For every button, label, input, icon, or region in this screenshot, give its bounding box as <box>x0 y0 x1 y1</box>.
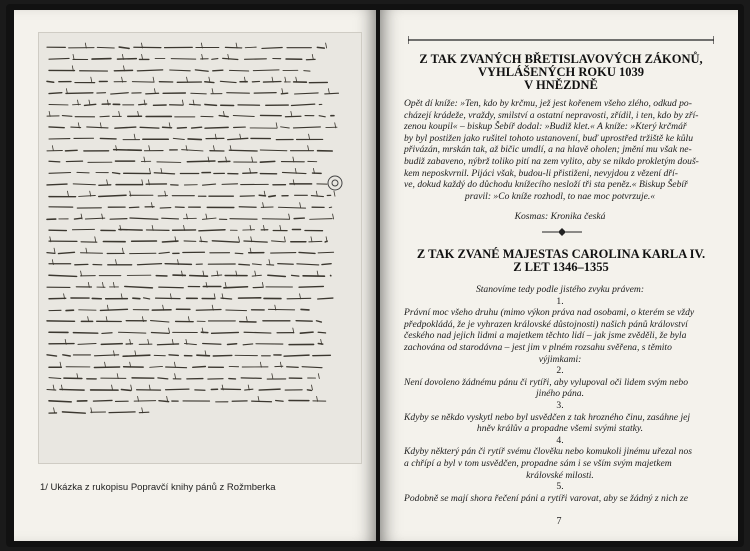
handwriting-stroke <box>301 309 309 310</box>
handwriting-stroke <box>203 184 216 185</box>
handwriting-stroke <box>49 127 64 128</box>
handwriting-stroke <box>149 146 150 151</box>
handwriting-stroke <box>169 355 178 356</box>
handwriting-stroke <box>146 93 159 94</box>
handwriting-stroke <box>65 150 77 151</box>
handwriting-stroke <box>223 58 238 59</box>
handwriting-stroke <box>282 89 283 94</box>
intro-line: Stanovíme tedy podle jistého zvyku právem: <box>475 284 645 295</box>
handwriting-stroke <box>95 237 96 242</box>
article-number: 5. <box>556 481 564 493</box>
handwriting-stroke <box>285 77 286 82</box>
handwriting-stroke <box>328 89 329 94</box>
manuscript-image <box>38 32 362 464</box>
handwriting-stroke <box>213 146 214 151</box>
handwriting-stroke <box>49 58 69 59</box>
handwriting-stroke <box>49 93 62 94</box>
handwriting-stroke <box>94 355 118 356</box>
handwriting-stroke <box>228 344 237 345</box>
handwriting-stroke <box>318 252 333 253</box>
handwriting-stroke <box>289 214 290 219</box>
book-spread <box>6 4 744 547</box>
article-number: 3. <box>556 399 564 411</box>
handwriting-stroke <box>49 378 61 379</box>
handwriting-stroke <box>225 282 226 287</box>
heading-majestas-carolina: Z TAK ZVANÉ MAJESTAS CAROLINA KARLA IV. Z LET 1346–1355 <box>416 247 706 274</box>
handwriting-stroke <box>309 134 310 139</box>
handwriting-stroke <box>244 241 267 242</box>
handwriting-stroke <box>271 253 296 254</box>
handwriting-stroke <box>213 355 232 356</box>
handwriting-stroke <box>153 77 154 82</box>
handwriting-stroke <box>326 43 327 48</box>
handwriting-stroke <box>287 298 311 299</box>
handwriting-stroke <box>177 128 186 129</box>
handwriting-stroke <box>114 150 142 151</box>
heading-bretislav-laws: Z TAK ZVANÝCH BŘETISLAVOVÝCH ZÁKONŮ, VYHLÁŠENÝCH ROKU 1039 V HNĚZDNĚ <box>419 52 703 92</box>
stamp-mark <box>328 176 342 190</box>
handwriting-stroke <box>228 138 248 139</box>
handwriting-stroke <box>53 385 54 390</box>
handwriting-stroke <box>49 173 71 174</box>
handwriting-stroke <box>299 286 323 287</box>
handwriting-stroke <box>105 362 106 367</box>
handwriting-stroke <box>311 385 312 390</box>
handwriting-stroke <box>109 412 135 413</box>
handwriting-stroke <box>333 214 334 219</box>
handwriting-stroke <box>52 146 53 151</box>
handwriting-stroke <box>58 252 74 253</box>
handwriting-stroke <box>151 321 169 322</box>
handwriting-stroke <box>144 298 150 299</box>
handwriting-stroke <box>137 70 162 71</box>
handwriting-stroke <box>49 161 60 162</box>
handwriting-stroke <box>85 218 104 219</box>
handwriting-stroke <box>100 116 109 117</box>
handwriting-stroke <box>157 162 181 163</box>
handwriting-stroke <box>268 275 285 276</box>
handwriting-stroke <box>193 367 206 368</box>
handwriting-stroke <box>278 207 305 208</box>
handwriting-stroke <box>226 310 247 311</box>
handwriting-stroke <box>300 332 313 333</box>
handwriting-stroke <box>89 100 90 105</box>
handwriting-stroke <box>252 157 253 162</box>
handwriting-stroke <box>212 275 222 276</box>
handwriting-stroke <box>74 218 81 219</box>
handwriting-stroke <box>294 218 304 219</box>
handwriting-stroke <box>311 237 312 242</box>
handwriting-stroke <box>259 195 265 196</box>
handwriting-stroke <box>49 275 77 276</box>
handwriting-stroke <box>92 59 111 60</box>
handwriting-stroke <box>212 241 239 242</box>
handwriting-stroke <box>243 344 253 345</box>
handwriting-stroke <box>229 70 248 71</box>
handwriting-stroke <box>206 214 207 219</box>
handwriting-stroke <box>149 385 150 390</box>
article-number: 4. <box>556 434 564 446</box>
handwriting-stroke <box>134 401 155 402</box>
handwriting-stroke <box>102 282 103 287</box>
handwriting-stroke <box>282 172 305 173</box>
handwriting-stroke <box>192 127 202 128</box>
handwriting-stroke <box>272 241 285 242</box>
handwriting-stroke <box>66 93 93 94</box>
handwriting-stroke <box>73 184 95 185</box>
handwriting-stroke <box>318 298 333 299</box>
handwriting-stroke <box>159 252 169 253</box>
handwriting-stroke <box>243 173 257 174</box>
handwriting-stroke <box>203 344 221 345</box>
handwriting-stroke <box>151 333 169 334</box>
handwriting-stroke <box>150 366 163 367</box>
left-page <box>14 10 376 541</box>
handwriting-stroke <box>221 298 232 299</box>
article-number: 1. <box>556 295 564 307</box>
handwriting-stroke <box>258 396 259 401</box>
handwriting-stroke <box>225 47 241 48</box>
handwriting-stroke <box>245 59 267 60</box>
handwriting-stroke <box>113 173 120 174</box>
handwriting-stroke <box>291 104 314 105</box>
handwriting-stroke <box>220 81 236 82</box>
handwriting-stroke <box>149 168 150 173</box>
handwriting-stroke <box>119 111 120 116</box>
handwriting-stroke <box>112 385 113 390</box>
handwriting-stroke <box>121 390 130 391</box>
handwriting-stroke <box>166 367 187 368</box>
handwriting-stroke <box>118 332 145 333</box>
handwriting-stroke <box>224 287 248 288</box>
handwriting-stroke <box>173 138 184 139</box>
handwriting-stroke <box>203 271 204 276</box>
handwriting-stroke <box>205 127 228 128</box>
handwriting-stroke <box>202 218 216 219</box>
handwriting-stroke <box>295 93 319 94</box>
handwriting-stroke <box>284 237 285 242</box>
handwriting-stroke <box>285 116 300 117</box>
handwriting-stroke <box>284 355 309 356</box>
top-ornament-rule <box>408 36 714 44</box>
handwriting-stroke <box>262 47 282 48</box>
handwriting-stroke <box>292 275 299 276</box>
handwriting-stroke <box>318 332 325 333</box>
figure-caption: 1/ Ukázka z rukopisu Popravčí knihy pánů z Rožmberka <box>40 482 276 493</box>
handwriting-stroke <box>317 271 318 276</box>
handwriting-stroke <box>187 161 215 162</box>
handwriting-stroke <box>334 191 335 196</box>
handwriting-stroke <box>97 47 114 48</box>
handwriting-stroke <box>117 59 136 60</box>
handwriting-stroke <box>307 390 311 391</box>
handwriting-stroke <box>182 100 183 105</box>
handwriting-stroke <box>219 116 228 117</box>
handwriting-stroke <box>196 310 221 311</box>
handwriting-stroke <box>195 70 208 71</box>
handwriting-stroke <box>239 264 250 265</box>
handwriting-stroke <box>188 317 189 322</box>
page-number: 7 <box>556 516 562 527</box>
handwriting-stroke <box>174 362 175 367</box>
quote-kosmas: Opět dí kníže: »Ten, kdo by krčmu, jež jest kořenem všeho zlého, odkud po- cházejí krádeže, vraždy, smilství a ostatní nepravosti, zřídil, i ten, kdo by zří- zenou koupil« – biskup Šebíř dodal: »Budiž klet.« A kníže: »Který krčmář by byl postižen jako rušitel tohoto ustanovení, buď uprostřed tržiště ke kůlu přivázán, mrskán tak, až bičic umdlí, a na hlavě oholen; jmění mu však ne- budiž zabaveno, nýbrž toliko pití na zem vylito, aby se nikdo prokletým douš- kem neposkvrnil. Pijáci však, budou-li přistiženi, nevyjdou z vězení dří- ve, dokud každý do důchodu knížecího nesloží tři sta peněz.« Biskup Šebíř pravil: »Co kníže rozhodl, to nae moc potvrzuje.« Kosmas: Kronika česká <box>404 98 716 223</box>
handwriting-stroke <box>139 412 149 413</box>
handwriting-stroke <box>119 229 142 230</box>
handwriting-stroke <box>107 180 108 185</box>
handwriting-stroke <box>101 344 122 345</box>
handwriting-stroke <box>200 241 207 242</box>
handwriting-stroke <box>260 150 287 151</box>
handwriting-stroke <box>157 344 178 345</box>
handwriting-stroke <box>322 264 331 265</box>
handwriting-stroke <box>280 225 281 230</box>
handwriting-stroke <box>182 150 203 151</box>
handwriting-stroke <box>212 89 213 94</box>
handwriting-stroke <box>175 374 176 379</box>
handwriting-stroke <box>276 123 277 128</box>
handwriting-stroke <box>73 54 74 59</box>
article-number: 2. <box>556 365 564 377</box>
handwriting-stroke <box>316 321 321 322</box>
handwriting-stroke <box>238 237 239 242</box>
handwriting-stroke <box>140 127 159 128</box>
handwriting-stroke <box>318 374 319 379</box>
handwriting-stroke <box>213 70 223 71</box>
handwriting-stroke <box>229 150 257 151</box>
handwriting-stroke <box>253 70 279 71</box>
handwriting-stroke <box>93 400 112 401</box>
handwriting-stroke <box>263 82 280 83</box>
handwriting-stroke <box>110 219 127 220</box>
handwriting-stroke <box>281 93 287 94</box>
source-citation: Kosmas: Kronika česká <box>514 211 606 223</box>
handwriting-stroke <box>304 71 310 72</box>
handwriting-stroke <box>94 367 119 368</box>
handwriting-stroke <box>137 264 161 265</box>
handwriting-stroke <box>205 104 216 105</box>
handwriting-illustration <box>39 33 361 463</box>
handwriting-stroke <box>154 173 174 174</box>
handwriting-stroke <box>160 208 170 209</box>
handwriting-stroke <box>60 362 61 367</box>
handwriting-stroke <box>190 276 208 277</box>
handwriting-stroke <box>278 264 293 265</box>
handwriting-stroke <box>300 203 301 208</box>
handwriting-stroke <box>244 332 271 333</box>
handwriting-stroke <box>131 385 132 390</box>
handwriting-stroke <box>167 396 168 401</box>
handwriting-stroke <box>291 111 292 116</box>
handwriting-stroke <box>187 77 188 82</box>
handwriting-stroke <box>54 248 55 253</box>
handwriting-stroke <box>272 374 273 379</box>
handwriting-stroke <box>222 184 238 185</box>
handwriting-stroke <box>47 184 67 185</box>
handwriting-stroke <box>79 195 96 196</box>
handwriting-stroke <box>260 161 274 162</box>
handwriting-stroke <box>119 47 129 48</box>
handwriting-stroke <box>269 260 270 265</box>
handwriting-stroke <box>170 70 190 71</box>
handwriting-stroke <box>318 343 322 344</box>
handwriting-stroke <box>166 389 189 390</box>
handwriting-stroke <box>246 317 247 322</box>
handwriting-stroke <box>197 355 210 356</box>
handwriting-stroke <box>91 77 92 82</box>
handwriting-stroke <box>49 401 71 402</box>
handwriting-stroke <box>60 389 84 390</box>
handwriting-stroke <box>62 116 72 117</box>
handwriting-stroke <box>212 332 239 333</box>
handwriting-stroke <box>308 146 309 151</box>
handwriting-stroke <box>81 271 82 276</box>
handwriting-stroke <box>47 355 57 356</box>
handwriting-stroke <box>122 248 123 253</box>
handwriting-stroke <box>142 54 143 59</box>
handwriting-stroke <box>47 81 54 82</box>
handwriting-stroke <box>233 116 254 117</box>
handwriting-stroke <box>252 401 272 402</box>
handwriting-stroke <box>133 298 140 299</box>
section-ornament <box>540 228 584 236</box>
handwriting-stroke <box>111 93 129 94</box>
handwriting-stroke <box>169 328 170 333</box>
handwriting-stroke <box>159 287 183 288</box>
handwriting-stroke <box>287 367 299 368</box>
right-page <box>380 10 738 541</box>
handwriting-stroke <box>189 104 200 105</box>
handwriting-stroke <box>317 47 324 48</box>
handwriting-stroke <box>73 333 97 334</box>
handwriting-stroke <box>255 271 256 276</box>
handwriting-stroke <box>63 355 70 356</box>
handwriting-stroke <box>134 134 135 139</box>
handwriting-stroke <box>299 252 315 253</box>
handwriting-stroke <box>212 59 218 60</box>
handwriting-stroke <box>171 59 196 60</box>
handwriting-stroke <box>162 218 179 219</box>
handwriting-stroke <box>102 333 112 334</box>
handwriting-stroke <box>259 389 280 390</box>
handwriting-stroke <box>312 54 313 59</box>
handwriting-stroke <box>67 191 68 196</box>
handwriting-stroke <box>54 408 55 413</box>
handwriting-stroke <box>281 127 290 128</box>
handwriting-stroke <box>185 344 197 345</box>
handwriting-stroke <box>99 185 111 186</box>
handwriting-stroke <box>125 286 153 287</box>
handwriting-stroke <box>123 355 150 356</box>
handwriting-stroke <box>245 47 256 48</box>
handwriting-stroke <box>47 253 55 254</box>
handwriting-stroke <box>205 82 214 83</box>
handwriting-stroke <box>302 367 322 368</box>
handwriting-stroke <box>325 93 339 94</box>
handwriting-stroke <box>87 127 108 128</box>
handwriting-stroke <box>148 339 149 344</box>
handwriting-stroke <box>62 412 85 413</box>
handwriting-stroke <box>158 378 168 379</box>
handwriting-stroke <box>188 139 201 140</box>
handwriting-stroke <box>310 219 332 220</box>
handwriting-stroke <box>115 127 136 128</box>
handwriting-stroke <box>78 343 96 344</box>
handwriting-stroke <box>191 93 206 94</box>
handwriting-stroke <box>116 260 117 265</box>
handwriting-stroke <box>199 230 225 231</box>
handwriting-stroke <box>130 218 158 219</box>
handwriting-stroke <box>100 309 127 310</box>
handwriting-stroke <box>269 196 275 197</box>
articles-text: Stanovíme tedy podle jistého zvyku právem: 1. Právní moc všeho druhu (mimo výkon práva nad osobami, o kterém se vždy předpokládá, že je vyhrazen královské důstojnosti) našich pánů království českého nad jejich lidmi a majetkem těchto lidí – jak jsme zvěděli, že byla zachována od starodávna – jest jim v plném rozsahu svěřena, s těmito výjimkami: 2. Není dovoleno žádnému pánu či rytíři, aby vylupoval oči lidem svým nebo jiného pána. 3. Kdyby se někdo vyskytl nebo byl usvědčen z tak hrozného činu, zasáhne jej hněv králův a propadne všemi svými statky. 4. Kdyby některý pán či rytíř svému člověku nebo komukoli jinému uřezal nos a chřípí a byl v tom usvědčen, propadne sám i se vším svým majetkem královské milosti. 5. Podobně se mají shora řečení páni a rytíři varovat, aby se žádný z nich ze <box>404 284 716 504</box>
handwriting-stroke <box>276 400 283 401</box>
handwriting-stroke <box>297 264 319 265</box>
handwriting-stroke <box>293 127 320 128</box>
handwriting-stroke <box>252 264 261 265</box>
handwriting-stroke <box>99 195 126 196</box>
handwriting-stroke <box>319 116 325 117</box>
handwriting-stroke <box>252 275 261 276</box>
